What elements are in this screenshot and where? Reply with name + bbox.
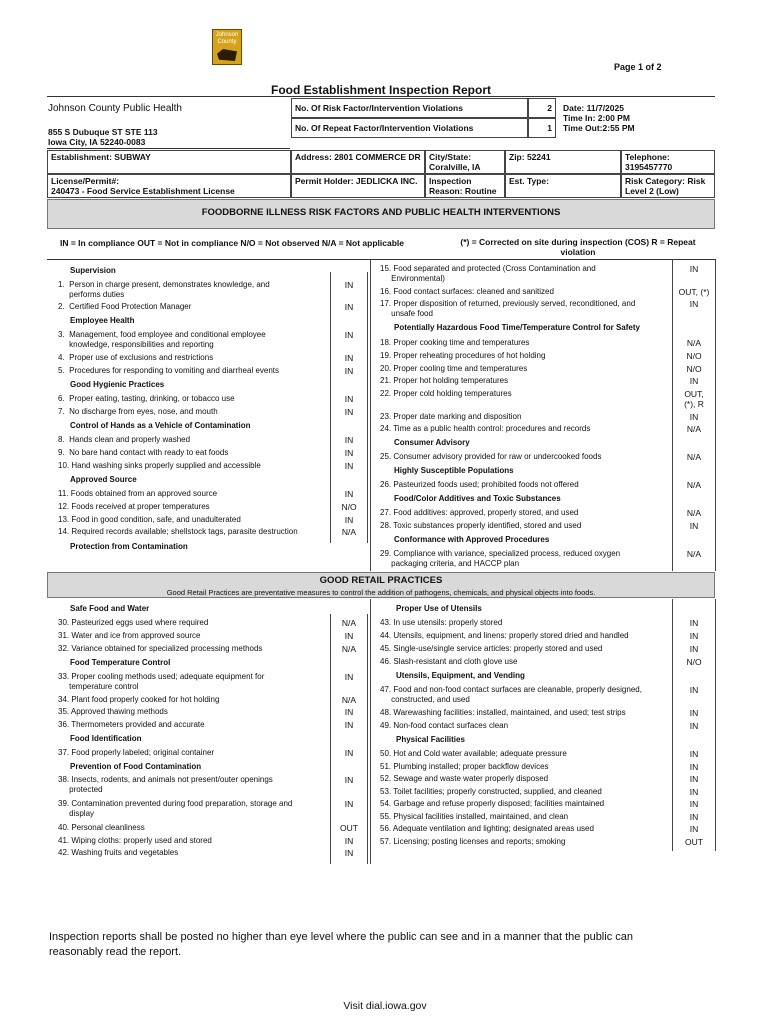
section-heading: Food Identification [70,734,142,743]
establishment-name: Establishment: SUBWAY [47,150,291,174]
establishment-address: Address: 2801 COMMERCE DR [291,150,425,174]
item-status: N/A [686,480,702,490]
inspection-item: 38. Insects, rodents, and animals not present/outer openings protected [58,775,273,794]
item-status: N/O [341,502,357,512]
inspection-item: 49. Non-food contact surfaces clean [380,721,509,730]
retail-banner-title: GOOD RETAIL PRACTICES [319,575,443,586]
inspection-item: 1. Person in charge present, demonstrates knowledge, and performs duties [58,280,270,299]
item-status: IN [689,644,699,654]
city-state: City/State: Coralville, IA [425,150,505,174]
item-status: IN [344,836,354,846]
section-heading: Physical Facilities [396,735,465,744]
inspection-item: 16. Food contact surfaces: cleaned and sanitized [380,287,554,296]
logo-text: Johnson County [215,32,239,45]
inspection-item: 46. Slash-resistant and cloth glove use [380,657,518,666]
establishment-type: Est. Type: [505,174,621,198]
repeat-violations-count: 1 [528,118,556,138]
inspection-item: 5. Procedures for responding to vomiting and diarrheal events [58,366,280,375]
item-status: N/A [341,695,357,705]
item-status: IN [344,330,354,340]
item-status: IN [689,774,699,784]
inspection-item: 33. Proper cooling methods used; adequate equipment for temperature control [58,672,265,691]
inspection-item: 31. Water and ice from approved source [58,631,201,640]
item-status: IN [689,376,699,386]
johnson-county-logo [212,29,242,65]
risk-violations-count: 2 [528,98,556,118]
inspection-item: 50. Hot and Cold water available; adequate pressure [380,749,567,758]
report-title: Food Establishment Inspection Report [270,83,491,97]
item-status: IN [689,749,699,759]
section-heading: Supervision [70,266,116,275]
item-status: IN [689,618,699,628]
item-status: N/A [686,452,702,462]
inspection-item: 17. Proper disposition of returned, previously served, reconditioned, and unsafe food [380,299,636,318]
inspection-item: 27. Food additives: approved, properly stored, and used [380,508,579,517]
inspection-item: 2. Certified Food Protection Manager [58,302,192,311]
item-status: IN [344,435,354,445]
item-status: IN [344,748,354,758]
inspection-item: 20. Proper cooling time and temperatures [380,364,528,373]
section-heading: Approved Source [70,475,137,484]
retail-subtitle: Good Retail Practices are preventative measures to control the addition of pathogens, chemicals, and physical objects into foods. [166,588,596,597]
item-status: N/A [341,618,357,628]
item-status: IN [344,848,354,858]
inspection-item: 19. Proper reheating procedures of hot holding [380,351,546,360]
inspection-item: 39. Contamination prevented during food preparation, storage and display [58,799,293,818]
inspection-item: 18. Proper cooking time and temperatures [380,338,530,347]
inspection-item: 23. Proper date marking and disposition [380,412,522,421]
section-heading: Food/Color Additives and Toxic Substances [394,494,561,503]
section-heading: Safe Food and Water [70,604,150,613]
agency-address: 855 S Dubuque ST STE 113 Iowa City, IA 52240-0083 [48,127,158,147]
compliance-legend: IN = In compliance OUT = Not in compliance N/O = Not observed N/A = Not applicable [60,238,405,248]
inspection-item: 36. Thermometers provided and accurate [58,720,205,729]
inspection-item: 21. Proper hot holding temperatures [380,376,509,385]
section-heading: Utensils, Equipment, and Vending [396,671,525,680]
item-status: IN [344,280,354,290]
item-status: N/A [686,338,702,348]
item-status: N/A [686,424,702,434]
zip-code: Zip: 52241 [505,150,621,174]
section-heading: Food Temperature Control [70,658,171,667]
item-status: IN [689,521,699,531]
inspection-item: 24. Time as a public health control: procedures and records [380,424,591,433]
agency-name: Johnson County Public Health [48,103,182,114]
inspection-date-times: Date: 11/7/2025 Time In: 2:00 PM Time Out:2:55 PM [563,103,635,133]
item-status: IN [344,461,354,471]
section-heading: Potentially Hazardous Food Time/Temperature Control for Safety [394,323,640,332]
item-status: IN [689,412,699,422]
inspection-item: 29. Compliance with variance, specialized process, reduced oxygen packaging criteria, and HACCP plan [380,549,621,568]
inspection-item: 53. Toilet facilities; properly constructed, supplied, and cleaned [380,787,602,796]
item-status: OUT, (*), R [684,389,704,409]
item-status: IN [344,489,354,499]
item-status: IN [344,707,354,717]
inspection-item: 10. Hand washing sinks properly supplied and accessible [58,461,261,470]
county-map-icon [217,49,237,61]
inspection-item: 22. Proper cold holding temperatures [380,389,512,398]
inspection-item: 34. Plant food properly cooked for hot holding [58,695,220,704]
section-heading: Protection from Contamination [70,542,188,551]
inspection-item: 32. Variance obtained for specialized processing methods [58,644,263,653]
item-status: N/O [686,657,702,667]
item-status: IN [689,762,699,772]
posting-notice: Inspection reports shall be posted no higher than eye level where the public can see and in a manner that the public can reasonably read the report. [49,931,633,958]
inspection-item: 9. No bare hand contact with ready to eat foods [58,448,229,457]
item-status: IN [344,775,354,785]
item-status: OUT [685,837,703,847]
section-heading: Employee Health [70,316,135,325]
inspection-item: 41. Wiping cloths: properly used and stored [58,836,212,845]
item-status: OUT [340,823,358,833]
inspection-item: 12. Foods received at proper temperatures [58,502,210,511]
retail-banner [47,572,715,598]
section-heading: Highly Susceptible Populations [394,466,514,475]
foodborne-banner: FOODBORNE ILLNESS RISK FACTORS AND PUBLIC HEALTH INTERVENTIONS [47,199,715,229]
inspection-item: 48. Warewashing facilities: installed, maintained, and used; test strips [380,708,626,717]
inspection-item: 35. Approved thawing methods [58,707,168,716]
item-status: IN [689,631,699,641]
item-status: IN [344,302,354,312]
item-status: IN [344,353,354,363]
item-status: IN [689,824,699,834]
visit-link[interactable]: Visit dial.iowa.gov [343,1000,427,1012]
item-status: OUT, (*) [678,287,710,297]
item-status: IN [344,394,354,404]
item-status: IN [344,720,354,730]
inspection-item: 7. No discharge from eyes, nose, and mouth [58,407,218,416]
item-status: IN [689,812,699,822]
inspection-item: 57. Licensing; posting licenses and reports; smoking [380,837,566,846]
correction-legend: (*) = Corrected on site during inspection (COS) R = Repeat violation [460,237,696,257]
inspection-item: 14. Required records available; shellstock tags, parasite destruction [58,527,298,536]
inspection-item: 56. Adequate ventilation and lighting; designated areas used [380,824,594,833]
inspection-item: 47. Food and non-food contact surfaces are cleanable, properly designed, constructed, and used [380,685,642,704]
inspection-item: 28. Toxic substances properly identified, stored and used [380,521,582,530]
telephone: Telephone: 3195457770 [621,150,715,174]
inspection-item: 52. Sewage and waste water properly disposed [380,774,549,783]
item-status: IN [344,366,354,376]
item-status: IN [689,787,699,797]
inspection-item: 54. Garbage and refuse properly disposed; facilities maintained [380,799,605,808]
item-status: N/A [341,527,357,537]
inspection-item: 11. Foods obtained from an approved source [58,489,218,498]
section-heading: Consumer Advisory [394,438,470,447]
item-status: IN [689,708,699,718]
inspection-reason: Inspection Reason: Routine [425,174,505,198]
inspection-item: 30. Pasteurized eggs used where required [58,618,209,627]
item-status: IN [344,672,354,682]
item-status: IN [344,631,354,641]
item-status: IN [344,407,354,417]
inspection-item: 37. Food properly labeled; original container [58,748,215,757]
item-status: N/A [686,508,702,518]
section-heading: Good Hygienic Practices [70,380,165,389]
inspection-item: 45. Single-use/single service articles: properly stored and used [380,644,603,653]
item-status: IN [344,515,354,525]
inspection-item: 44. Utensils, equipment, and linens: properly stored dried and handled [380,631,629,640]
inspection-item: 51. Plumbing installed; proper backflow devices [380,762,549,771]
inspection-item: 43. In use utensils: properly stored [380,618,503,627]
license-permit: License/Permit#: 240473 - Food Service Establishment License [47,174,291,198]
item-status: N/A [686,549,702,559]
item-status: IN [689,264,699,274]
inspection-item: 8. Hands clean and properly washed [58,435,191,444]
inspection-item: 55. Physical facilities installed, maintained, and clean [380,812,569,821]
item-status: IN [689,685,699,695]
item-status: IN [344,448,354,458]
item-status: IN [344,799,354,809]
risk-violations-label: No. Of Risk Factor/Intervention Violations [291,98,528,118]
page-number: Page 1 of 2 [614,62,662,72]
section-heading: Proper Use of Utensils [396,604,482,613]
inspection-item: 15. Food separated and protected (Cross Contamination and Environmental) [380,264,596,283]
inspection-item: 6. Proper eating, tasting, drinking, or tobacco use [58,394,235,403]
item-status: IN [689,721,699,731]
inspection-item: 4. Proper use of exclusions and restrictions [58,353,214,362]
item-status: IN [689,799,699,809]
inspection-item: 3. Management, food employee and conditional employee knowledge, responsibilities and reporting [58,330,266,349]
inspection-item: 25. Consumer advisory provided for raw or undercooked foods [380,452,602,461]
item-status: N/A [341,644,357,654]
item-status: IN [689,299,699,309]
section-heading: Control of Hands as a Vehicle of Contamination [70,421,251,430]
inspection-item: 13. Food in good condition, safe, and unadulterated [58,515,241,524]
section-heading: Prevention of Food Contamination [70,762,202,771]
inspection-item: 26. Pasteurized foods used; prohibited foods not offered [380,480,579,489]
inspection-item: 42. Washing fruits and vegetables [58,848,179,857]
item-status: N/O [686,364,702,374]
risk-category: Risk Category: Risk Level 2 (Low) [621,174,715,198]
repeat-violations-label: No. Of Repeat Factor/Intervention Violations [291,118,528,138]
inspection-item: 40. Personal cleanliness [58,823,145,832]
section-heading: Conformance with Approved Procedures [394,535,550,544]
permit-holder: Permit Holder: JEDLICKA INC. [291,174,425,198]
item-status: N/O [686,351,702,361]
